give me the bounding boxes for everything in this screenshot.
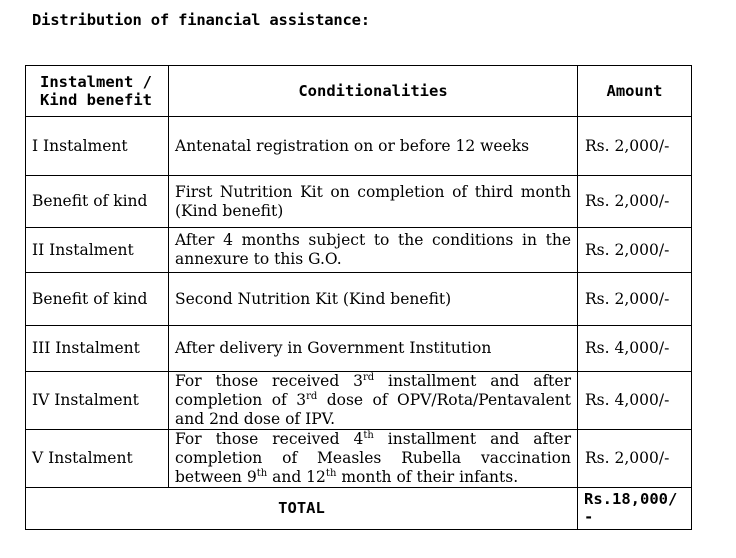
total-amount-line2: - bbox=[584, 508, 594, 526]
conditionality-text: installment and after completion of 3 bbox=[175, 372, 571, 409]
conditionality-text: month of their infants. bbox=[336, 468, 519, 486]
total-amount-line1: Rs.18,000/ bbox=[584, 490, 678, 508]
instalment-cell: III Instalment bbox=[26, 326, 169, 372]
table-row bbox=[26, 372, 692, 430]
total-amount bbox=[578, 488, 692, 530]
conditionality-cell bbox=[169, 430, 578, 488]
conditionality-text: dose of OPV/Rota/Pentavalent and 2nd dose of IPV. bbox=[175, 391, 571, 428]
conditionality-text: For those received 3 bbox=[175, 372, 363, 390]
instalment-cell: IV Instalment bbox=[26, 372, 169, 430]
conditionality-cell: Second Nutrition Kit (Kind benefit) bbox=[169, 273, 578, 326]
header-instalment bbox=[26, 66, 169, 117]
table-header-row bbox=[26, 66, 692, 117]
ordinal-suffix: th bbox=[363, 429, 374, 441]
table-row bbox=[26, 228, 692, 273]
ordinal-suffix: th bbox=[256, 467, 268, 479]
table-row bbox=[26, 117, 692, 176]
amount-cell: Rs. 4,000/- bbox=[578, 326, 692, 372]
ordinal-suffix: rd bbox=[306, 390, 318, 402]
total-label: TOTAL bbox=[26, 488, 578, 530]
header-instalment-line1: Instalment / bbox=[40, 73, 152, 91]
instalment-cell: Benefit of kind bbox=[26, 176, 169, 228]
instalment-cell: Benefit of kind bbox=[26, 273, 169, 326]
amount-cell: Rs. 4,000/- bbox=[578, 372, 692, 430]
amount-cell: Rs. 2,000/- bbox=[578, 176, 692, 228]
instalment-cell: V Instalment bbox=[26, 430, 169, 488]
amount-cell: Rs. 2,000/- bbox=[578, 430, 692, 488]
conditionality-cell: After 4 months subject to the conditions in the annexure to this G.O. bbox=[169, 228, 578, 273]
ordinal-suffix: rd bbox=[362, 371, 375, 383]
header-conditionalities: Conditionalities bbox=[169, 66, 578, 117]
amount-cell: Rs. 2,000/- bbox=[578, 228, 692, 273]
table-row bbox=[26, 176, 692, 228]
conditionality-text: and 12 bbox=[267, 468, 326, 486]
conditionality-cell bbox=[169, 372, 578, 430]
page-heading: Distribution of financial assistance: bbox=[32, 11, 370, 29]
total-row bbox=[26, 488, 692, 530]
table-row bbox=[26, 430, 692, 488]
conditionality-cell: First Nutrition Kit on completion of third month (Kind benefit) bbox=[169, 176, 578, 228]
header-amount: Amount bbox=[578, 66, 692, 117]
financial-assistance-table bbox=[25, 65, 692, 530]
conditionality-cell: Antenatal registration on or before 12 weeks bbox=[169, 117, 578, 176]
instalment-cell: II Instalment bbox=[26, 228, 169, 273]
ordinal-suffix: th bbox=[325, 467, 337, 479]
conditionality-cell: After delivery in Government Institution bbox=[169, 326, 578, 372]
table-row bbox=[26, 326, 692, 372]
amount-cell: Rs. 2,000/- bbox=[578, 273, 692, 326]
conditionality-text: installment and after completion of Measles Rubella vaccination between 9 bbox=[175, 430, 571, 486]
instalment-cell: I Instalment bbox=[26, 117, 169, 176]
header-instalment-line2: Kind benefit bbox=[40, 91, 152, 109]
table-row bbox=[26, 273, 692, 326]
conditionality-text: For those received 4 bbox=[175, 430, 364, 448]
amount-cell: Rs. 2,000/- bbox=[578, 117, 692, 176]
